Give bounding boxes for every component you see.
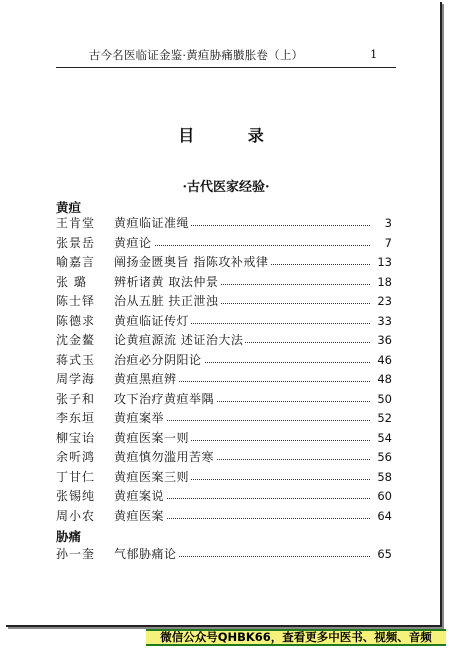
category-heading-jaundice: 黄疸 (56, 200, 82, 215)
entry-title: 黄疸案说 (114, 489, 165, 503)
entry-author: 陈士铎 (56, 294, 96, 308)
toc-entry[interactable] (56, 370, 392, 388)
entry-author: 沈金鳌 (56, 333, 96, 347)
entry-title: 黄疸黑疸辨 (114, 372, 177, 386)
toc-entry[interactable] (56, 448, 392, 466)
entry-author: 周小农 (56, 508, 96, 523)
entry-page: 33 (377, 313, 392, 328)
toc-entry[interactable] (56, 253, 392, 271)
toc-entry[interactable] (56, 331, 392, 349)
entry-title: 黄疸临证传灯 (114, 313, 190, 328)
entry-author: 张子和 (56, 391, 96, 406)
entry-author: 李东垣 (56, 411, 96, 425)
toc-entry[interactable] (56, 273, 392, 291)
entry-title: 治从五脏 扶正泄浊 (114, 294, 219, 308)
entry-title: 黄疸案举 (114, 411, 165, 425)
entry-title: 治疸必分阴阳论 (114, 352, 202, 367)
toc-entry[interactable] (56, 545, 392, 563)
entry-page: 23 (377, 294, 392, 308)
toc-entry[interactable] (56, 507, 392, 525)
entry-author: 王肯堂 (56, 216, 96, 230)
entry-title: 论黄疸源流 述证治大法 (114, 333, 244, 347)
toc-entry[interactable] (56, 312, 392, 330)
entry-page: 46 (377, 352, 392, 367)
entry-title: 黄疸医案 (114, 508, 165, 523)
entry-author: 张景岳 (56, 235, 96, 250)
watermark-text: 微信公众号QHBK66，查看更多中医书、视频、音频 (160, 630, 432, 644)
entry-title: 气郁胁痛论 (114, 547, 177, 561)
entry-author: 张 璐 (56, 274, 87, 289)
book-page (6, 2, 442, 627)
entry-author: 陈德求 (56, 313, 96, 328)
entry-page: 56 (377, 450, 392, 464)
entry-page: 65 (377, 547, 392, 561)
category-heading-hypochondriac-pain: 胁痛 (56, 529, 82, 544)
entry-page: 50 (377, 391, 392, 406)
entry-page: 54 (377, 430, 392, 445)
entry-page: 60 (377, 489, 392, 503)
entry-author: 余听鸿 (56, 450, 96, 464)
entry-page: 18 (377, 274, 392, 289)
toc-entry[interactable] (56, 390, 392, 408)
entry-author: 孙一奎 (56, 547, 96, 561)
entry-author: 蒋式玉 (56, 352, 96, 367)
entry-title: 黄疸临证准绳 (114, 216, 190, 230)
toc-title: 目 录 (178, 126, 288, 145)
toc-entry[interactable] (56, 214, 392, 232)
entry-page: 36 (377, 333, 392, 347)
entry-title: 辨析诸黄 取法仲景 (114, 274, 219, 289)
entry-author: 丁甘仁 (56, 469, 96, 484)
entry-page: 3 (384, 216, 392, 230)
page-number: 1 (370, 47, 378, 61)
entry-page: 7 (384, 235, 392, 250)
toc-entry[interactable] (56, 409, 392, 427)
watermark-banner (146, 629, 446, 646)
toc-entry[interactable] (56, 351, 392, 369)
toc-entry[interactable] (56, 468, 392, 486)
entry-title: 黄疸慎勿滥用苦寒 (114, 450, 215, 464)
entry-author: 柳宝诒 (56, 430, 96, 445)
entry-page: 13 (377, 255, 392, 269)
entry-page: 52 (377, 411, 392, 425)
entry-title: 黄疸医案一则 (114, 430, 190, 445)
entry-page: 58 (377, 469, 392, 484)
entry-title: 攻下治疗黄疸举隅 (114, 391, 215, 406)
entry-title: 阐扬金匮奥旨 指陈攻补戒律 (114, 255, 269, 269)
entry-title: 黄疸医案三则 (114, 469, 190, 484)
header-rule (56, 67, 396, 68)
entry-author: 张锡纯 (56, 489, 96, 503)
toc-entry[interactable] (56, 292, 392, 310)
entry-page: 64 (377, 508, 392, 523)
section-heading: ·古代医家经验· (182, 180, 270, 195)
entry-page: 48 (377, 372, 392, 386)
running-header: 古今名医临证金鉴·黄疸胁痛臌胀卷（上） (88, 48, 304, 62)
toc-entry[interactable] (56, 429, 392, 447)
toc-entry[interactable] (56, 234, 392, 252)
toc-entry[interactable] (56, 487, 392, 505)
entry-author: 喻嘉言 (56, 255, 96, 269)
entry-title: 黄疸论 (114, 235, 152, 250)
entry-author: 周学海 (56, 372, 96, 386)
